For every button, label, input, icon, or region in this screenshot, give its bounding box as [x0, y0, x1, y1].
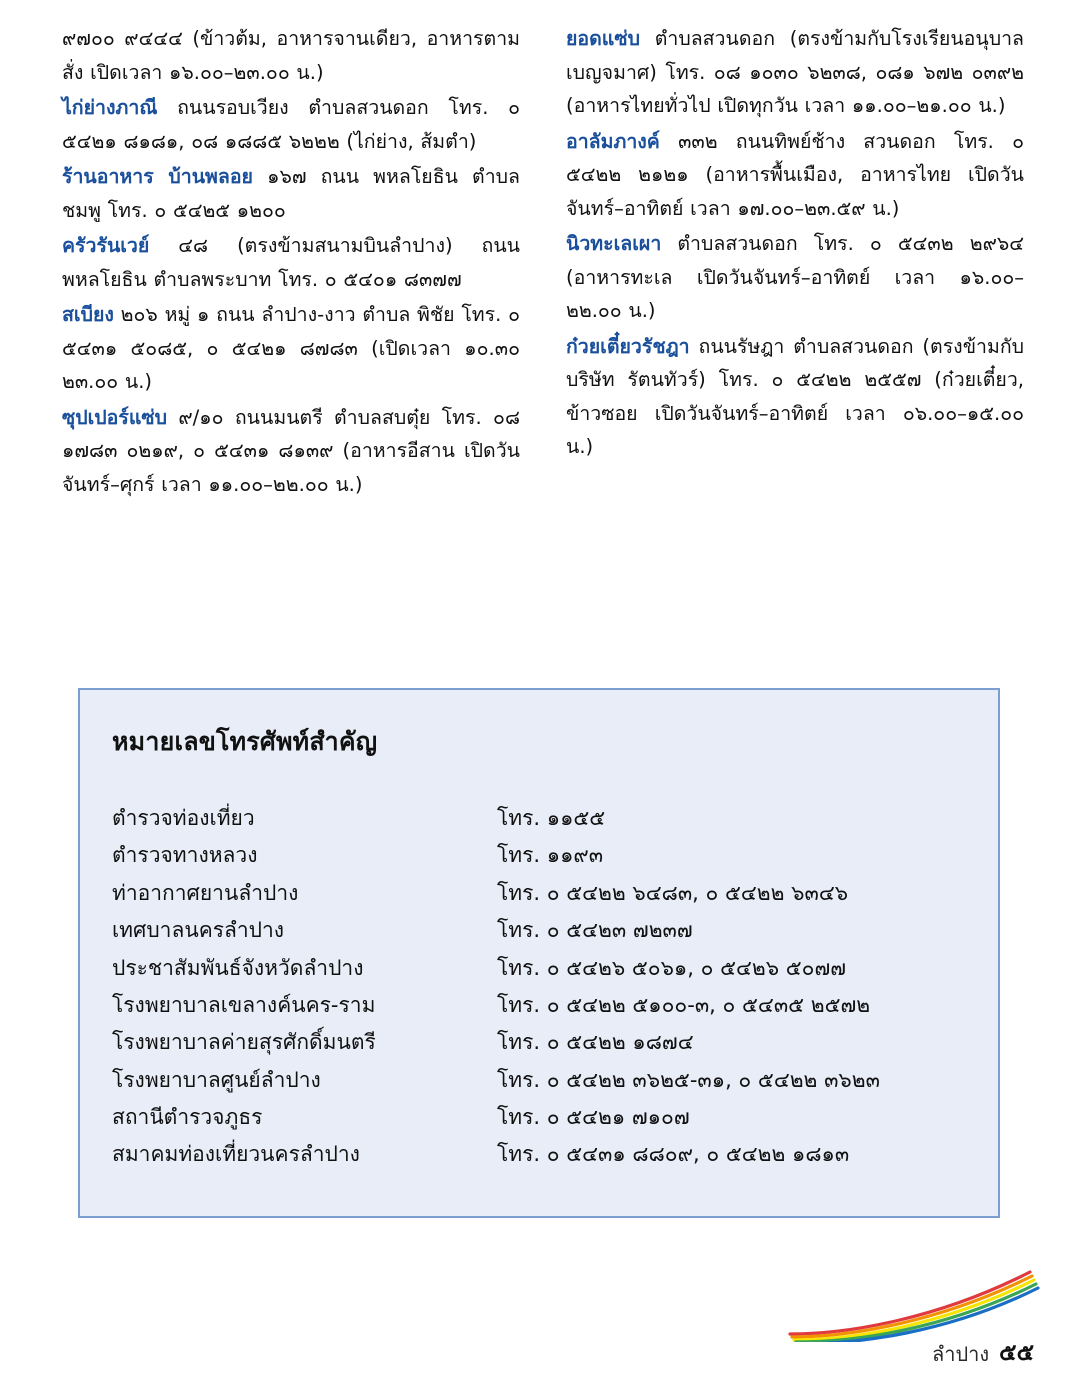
phone-value: โทร. ๑๑๕๕ — [497, 806, 606, 830]
restaurant-entry — [62, 229, 520, 296]
phone-row — [112, 837, 974, 874]
entry-name: อาลัมภางค์ — [566, 129, 660, 153]
entry-name: ครัวรันเวย์ — [62, 234, 150, 258]
entry-name: ยอดแซ่บ — [566, 27, 640, 50]
phone-row — [112, 912, 974, 949]
phone-row — [112, 1024, 974, 1061]
phone-row — [112, 1099, 974, 1136]
phone-row — [112, 1136, 974, 1173]
phone-row — [112, 1062, 974, 1099]
restaurant-entry — [62, 401, 520, 502]
phone-value: โทร. ๐ ๕๔๒๒ ๓๖๒๕-๓๑, ๐ ๕๔๒๒ ๓๖๒๓ — [497, 1067, 880, 1092]
restaurant-entry — [62, 91, 520, 158]
phone-label: ท่าอากาศยานลำปาง — [112, 880, 299, 905]
restaurant-entry — [62, 160, 520, 227]
restaurant-entry — [62, 22, 520, 89]
entry-name: ซุปเปอร์แซ่บ — [62, 405, 168, 429]
entry-text: ๔๘ (ตรงข้ามสนามบินลำปาง) ถนนพหลโยธิน ตำบลพระบาท โทร. ๐ ๕๔๐๑ ๘๓๗๗ — [62, 234, 521, 291]
phone-value: โทร. ๐ ๕๔๒๒ ๑๘๗๔ — [497, 1030, 694, 1055]
entry-name: ไก่ย่างภาณี — [62, 96, 158, 120]
restaurant-entry — [566, 125, 1024, 226]
entry-text: ถนนรัษฎา ตำบลสวนดอก (ตรงข้ามกับบริษัท รัตนทัวร์) โทร. ๐ ๕๔๒๒ ๒๕๕๗ (ก๋วยเตี๋ยว, ข้าวซอย เปิดวันจันทร์–อาทิตย์ เวลา ๐๖.๐๐–๑๕.๐๐ น.) — [566, 334, 1025, 459]
entry-text: ๒๐๖ หมู่ ๑ ถนน ลำปาง-งาว ตำบล พิชัย โทร. ๐ ๕๔๓๑ ๕๐๘๕, ๐ ๕๔๒๑ ๘๗๘๓ (เปิดเวลา ๑๐.๓๐ ๒๓.๐๐ น.) — [62, 303, 520, 394]
phone-label: โรงพยาบาลค่ายสุรศักดิ์มนตรี — [112, 1030, 376, 1055]
rainbow-swoosh-graphic — [780, 1268, 1040, 1342]
phone-label: โรงพยาบาลเขลางค์นคร-ราม — [112, 992, 376, 1017]
phone-value: โทร. ๐ ๕๔๒๒ ๕๑๐๐-๓, ๐ ๕๔๓๕ ๒๕๗๒ — [497, 992, 871, 1017]
entry-text: ตำบลสวนดอก โทร. ๐ ๕๔๓๒ ๒๙๖๔ (อาหารทะเล เปิดวันจันทร์–อาทิตย์ เวลา ๑๖.๐๐–๒๒.๐๐ น.) — [566, 232, 1024, 323]
phone-value: โทร. ๑๑๙๓ — [497, 843, 604, 868]
phone-label: โรงพยาบาลศูนย์ลำปาง — [112, 1067, 321, 1092]
two-column-body — [62, 22, 1024, 503]
entry-text: ๙๗๐๐ ๙๔๔๔ (ข้าวต้ม, อาหารจานเดียว, อาหารตามสั่ง เปิดเวลา ๑๖.๐๐–๒๓.๐๐ น.) — [62, 27, 520, 84]
entry-name: สเบียง — [62, 303, 114, 327]
phone-label: ตำรวจท่องเที่ยว — [112, 806, 255, 830]
right-column — [566, 22, 1024, 503]
phone-value: โทร. ๐ ๕๔๒๒ ๖๔๘๓, ๐ ๕๔๒๒ ๖๓๔๖ — [497, 880, 849, 905]
phone-label: เทศบาลนครลำปาง — [112, 918, 285, 943]
entry-text: ถนนรอบเวียง ตำบลสวนดอก โทร. ๐ ๕๔๒๑ ๘๑๘๑, ๐๘ ๑๘๘๕ ๖๒๒๒ (ไก่ย่าง, ส้มตำ) — [62, 96, 520, 153]
entry-name: ก๋วยเตี๋ยวรัชฎา — [566, 334, 690, 358]
left-column — [62, 22, 520, 503]
entry-text: ๓๓๒ ถนนทิพย์ช้าง สวนดอก โทร. ๐ ๕๔๒๒ ๒๑๒๑ (อาหารพื้นเมือง, อาหารไทย เปิดวันจันทร์–อาทิตย์ เวลา ๑๗.๐๐–๒๓.๕๙ น.) — [566, 129, 1024, 220]
entry-name: นิวทะเลเผา — [566, 232, 662, 256]
entry-name: ร้านอาหาร บ้านพลอย — [62, 165, 253, 189]
phone-label: ตำรวจทางหลวง — [112, 843, 258, 868]
important-phone-numbers-box — [78, 688, 1000, 1218]
page-footer — [932, 1335, 1034, 1372]
page-number: ๕๕ — [999, 1340, 1034, 1366]
footer-province-label: ลำปาง — [931, 1342, 990, 1366]
phone-value: โทร. ๐ ๕๔๒๖ ๕๐๖๑, ๐ ๕๔๒๖ ๕๐๗๗ — [497, 955, 847, 980]
phone-row — [112, 875, 974, 912]
entry-text: ตำบลสวนดอก (ตรงข้ามกับโรงเรียนอนุบาลเบญจมาศ) โทร. ๐๘ ๑๐๓๐ ๖๒๓๘, ๐๘๑ ๖๗๒ ๐๓๙๒ (อาหารไทยทั่วไป เปิดทุกวัน เวลา ๑๑.๐๐–๒๑.๐๐ น.) — [566, 27, 1024, 118]
restaurant-entry — [566, 227, 1024, 328]
phone-row — [112, 987, 974, 1024]
phone-value: โทร. ๐ ๕๔๒๑ ๗๑๐๗ — [497, 1105, 690, 1129]
restaurant-entry — [566, 330, 1024, 464]
phone-label: สถานีตำรวจภูธร — [112, 1105, 263, 1129]
phone-value: โทร. ๐ ๕๔๓๑ ๘๘๐๙, ๐ ๕๔๒๒ ๑๘๑๓ — [497, 1142, 850, 1167]
phone-label: สมาคมท่องเที่ยวนครลำปาง — [112, 1142, 360, 1167]
phone-box-title: หมายเลขโทรศัพท์สำคัญ — [112, 727, 378, 756]
phone-row — [112, 800, 974, 837]
entry-text: ๑๖๗ ถนน พหลโยธิน ตำบลชมพู โทร. ๐ ๕๔๒๕ ๑๒๐๐ — [62, 165, 520, 222]
restaurant-entry — [566, 22, 1024, 123]
phone-label: ประชาสัมพันธ์จังหวัดลำปาง — [112, 955, 364, 980]
phone-value: โทร. ๐ ๕๔๒๓ ๗๒๓๗ — [497, 918, 693, 943]
phone-number-list — [112, 800, 974, 1174]
phone-row — [112, 950, 974, 987]
restaurant-entry — [62, 298, 520, 399]
entry-text: ๙/๑๐ ถนนมนตรี ตำบลสบตุ๋ย โทร. ๐๘ ๑๗๘๓ ๐๒๑๙, ๐ ๕๔๓๑ ๘๑๓๙ (อาหารอีสาน เปิดวันจันทร์–ศุกร์ เวลา ๑๑.๐๐–๒๒.๐๐ น.) — [62, 405, 520, 496]
